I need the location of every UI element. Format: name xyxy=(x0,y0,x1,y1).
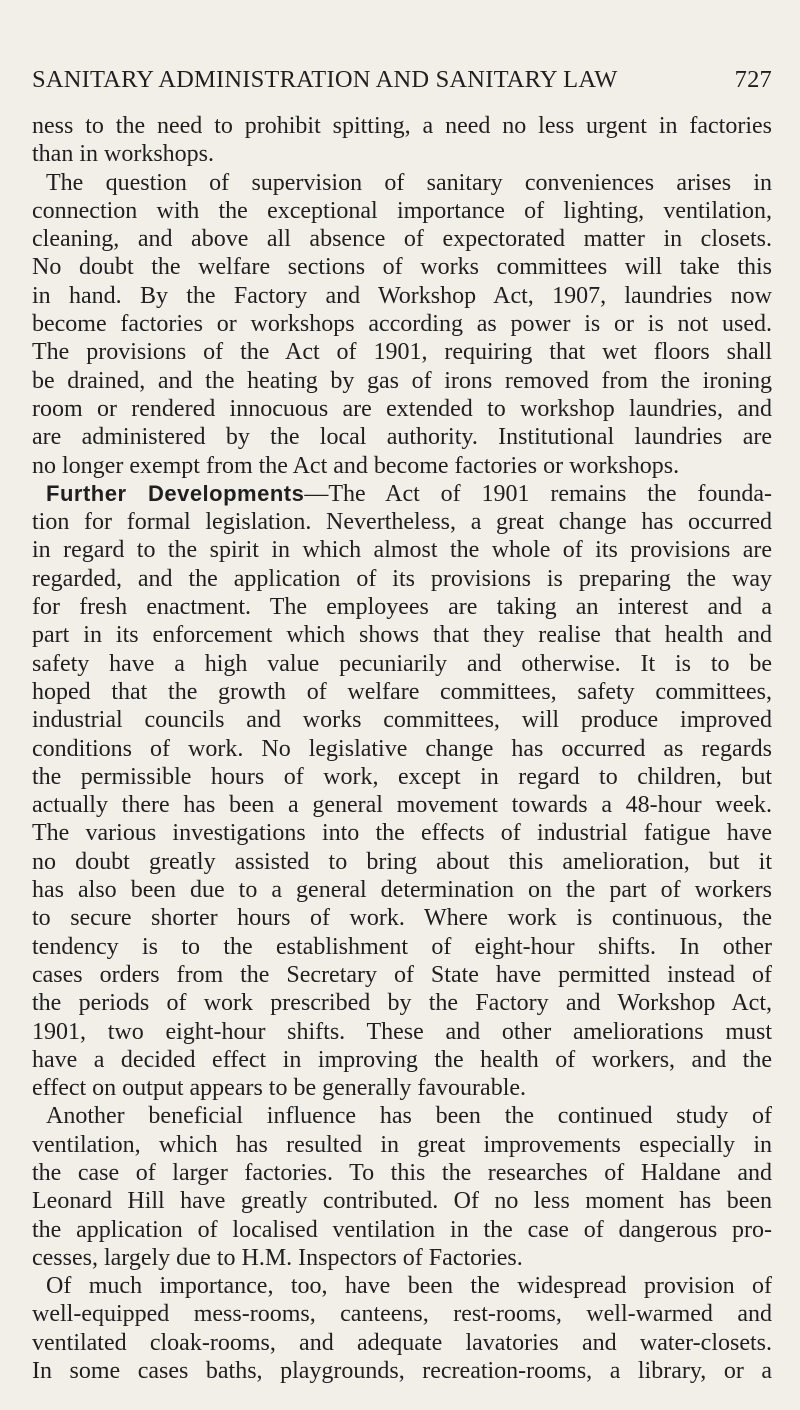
text-line: industrial councils and works committees, will produce improved xyxy=(32,707,772,734)
text-line: cesses, largely due to H.M. Inspectors of Factories. xyxy=(32,1244,523,1271)
text-line: the permissible hours of work, except in regard to children, but xyxy=(32,763,772,790)
text-line: to secure shorter hours of work. Where work is continuous, the xyxy=(32,905,772,932)
text-line: room or rendered innocuous are extended to workshop laundries, and xyxy=(32,395,772,422)
text-line: are administered by the local authority. Institutional laundries are xyxy=(32,424,772,451)
text-line: have a decided effect in improving the health of workers, and the xyxy=(32,1046,772,1073)
text-line: no longer exempt from the Act and become factories or workshops. xyxy=(32,452,680,479)
text-line: effect on output appears to be generally favourable. xyxy=(32,1075,527,1102)
text-line: In some cases baths, playgrounds, recreation-rooms, a library, or a xyxy=(32,1358,772,1385)
text-line: —The Act of 1901 remains the founda- xyxy=(304,480,772,507)
text-line: than in workshops. xyxy=(32,141,214,168)
text-line: 1901, two eight-hour shifts. These and other ameliorations must xyxy=(32,1018,772,1045)
text-line: actually there has been a general movement towards a 48-hour week. xyxy=(32,792,772,819)
text-line: cleaning, and above all absence of expectorated matter in closets. xyxy=(32,226,772,253)
text-line: connection with the exceptional importance of lighting, ventilation, xyxy=(32,197,772,224)
page-number: 727 xyxy=(734,66,772,93)
text-line: in regard to the spirit in which almost the whole of its provisions are xyxy=(32,537,772,564)
paragraph-start xyxy=(32,480,772,508)
text-line: for fresh enactment. The employees are taking an interest and a xyxy=(32,594,772,621)
text-line: be drained, and the heating by gas of irons removed from the ironing xyxy=(32,367,772,394)
text-line: the case of larger factories. To this the researches of Haldane and xyxy=(32,1159,772,1186)
text-line: has also been due to a general determination on the part of workers xyxy=(32,877,772,904)
running-header xyxy=(32,66,772,106)
text-line: tendency is to the establishment of eight-hour shifts. In other xyxy=(32,933,772,960)
text-line: safety have a high value pecuniarily and otherwise. It is to be xyxy=(32,650,772,677)
text-line: Leonard Hill have greatly contributed. Of no less moment has been xyxy=(32,1188,772,1215)
text-line: ness to the need to prohibit spitting, a need no less urgent in factories xyxy=(32,113,772,139)
text-line: in hand. By the Factory and Workshop Act, 1907, laundries now xyxy=(32,282,772,309)
text-line: Another beneficial influence has been the continued study of xyxy=(46,1103,772,1130)
running-header-title: SANITARY ADMINISTRATION AND SANITARY LAW xyxy=(32,66,618,93)
text-line: part in its enforcement which shows that they realise that health and xyxy=(32,622,772,649)
text-line: ventilation, which has resulted in great improvements especially in xyxy=(32,1131,772,1158)
section-heading: Further Developments xyxy=(46,480,305,506)
text-line: the periods of work prescribed by the Factory and Workshop Act, xyxy=(32,990,772,1017)
text-line: regarded, and the application of its provisions is preparing the way xyxy=(32,565,772,592)
text-line: hoped that the growth of welfare committees, safety committees, xyxy=(32,678,772,705)
text-line: cases orders from the Secretary of State have permitted instead of xyxy=(32,961,772,988)
text-line: conditions of work. No legislative change has occurred as regards xyxy=(32,735,772,762)
text-line: The provisions of the Act of 1901, requiring that wet floors shall xyxy=(32,339,772,366)
text-line: ventilated cloak-rooms, and adequate lavatories and water-closets. xyxy=(32,1329,772,1356)
text-line: become factories or workshops according as power is or is not used. xyxy=(32,311,772,338)
text-line: no doubt greatly assisted to bring about this amelioration, but it xyxy=(32,848,772,875)
text-line: No doubt the welfare sections of works committees will take this xyxy=(32,254,772,281)
text-line: The question of supervision of sanitary conveniences arises in xyxy=(46,169,772,196)
text-line: the application of localised ventilation in the case of dangerous pro- xyxy=(32,1216,772,1243)
text-line: The various investigations into the effects of industrial fatigue have xyxy=(32,820,772,847)
text-line: Of much importance, too, have been the widespread provision of xyxy=(46,1273,772,1300)
text-line: well-equipped mess-rooms, canteens, rest-rooms, well-warmed and xyxy=(32,1301,772,1328)
text-line: tion for formal legislation. Nevertheless, a great change has occurred xyxy=(32,509,772,536)
body-text xyxy=(32,112,772,1385)
